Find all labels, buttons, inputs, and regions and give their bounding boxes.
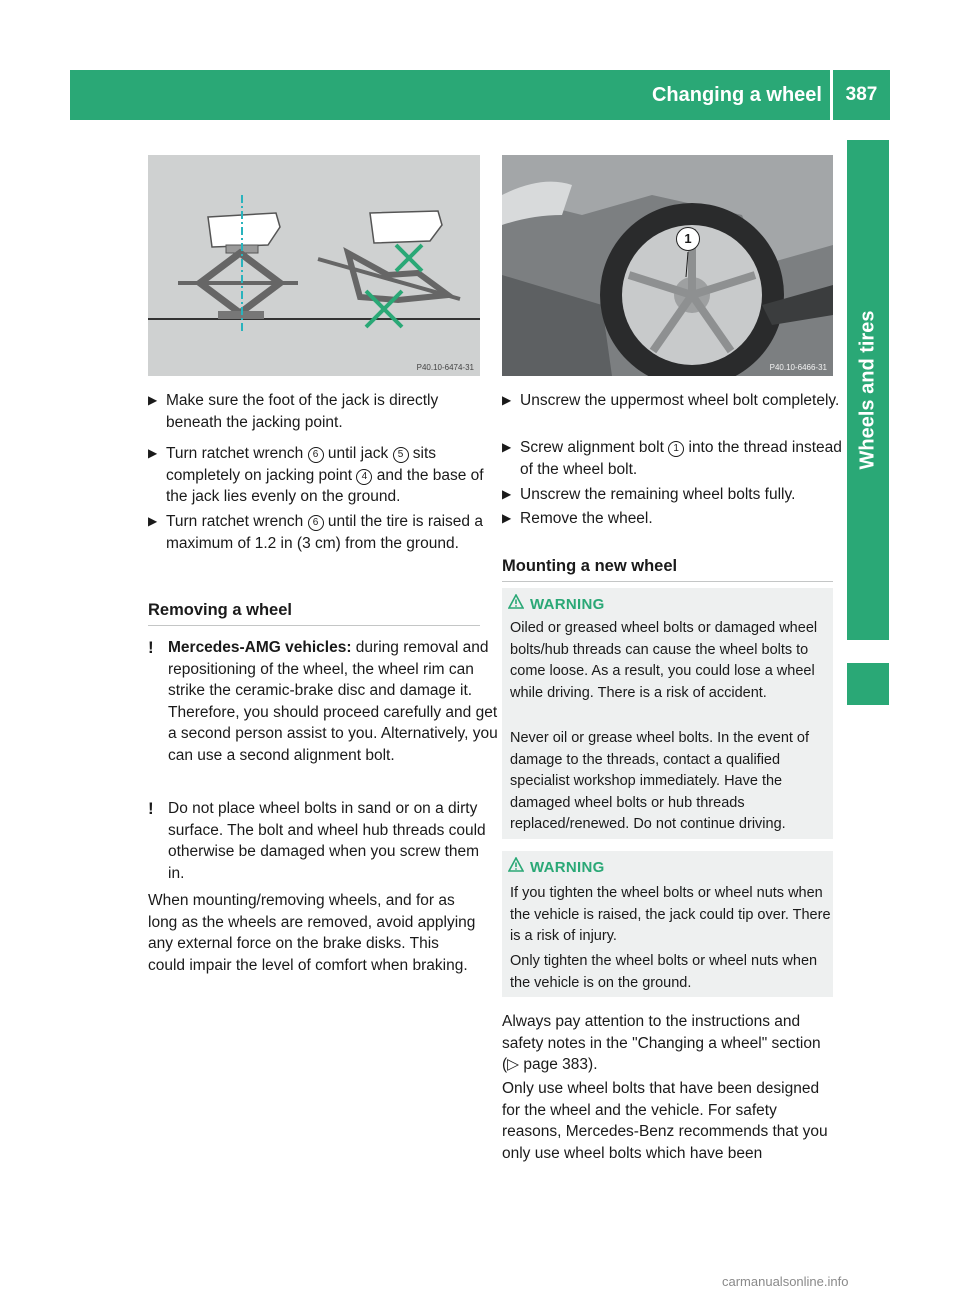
step-text: and the base of the jack lies evenly on the ground. [166,466,484,505]
step-text: Remove the wheel. [520,510,653,527]
wheel-photo [502,155,833,376]
step-arrow-icon: ▶ [148,446,158,460]
step-arrow-icon: ▶ [148,514,158,528]
step-item [148,390,496,433]
jack-diagram-svg [148,155,480,376]
step-text: until the tire is raised a maximum of 1.2 in (3 cm) from the ground. [166,513,483,552]
callout-6-icon: 6 [308,447,324,463]
callout-4-icon: 4 [356,469,372,485]
step-item [148,443,496,508]
figure-code: P40.10-6474-31 [416,363,474,372]
notice-item [148,637,498,766]
callout-6-icon: 6 [308,515,324,531]
warning-box [502,588,833,839]
figure-code-right: P40.10-6466-31 [769,363,827,372]
step-arrow-icon: ▶ [502,440,512,454]
page-title: Changing a wheel [651,84,822,106]
step-arrow-icon: ▶ [502,511,512,525]
callout-5-icon: 5 [393,447,409,463]
jack-illustration [148,155,480,376]
callout-1-badge: 1 [676,227,700,251]
notice-bold: Mercedes-AMG vehicles: [168,639,352,656]
step-item [502,508,850,530]
section-rule [148,625,480,626]
step-text: sits completely on jacking point [166,445,437,484]
warning-text: Only tighten the wheel bolts or wheel nuts when the vehicle is on the ground. [510,953,818,991]
step-text: until jack [323,445,393,462]
warning-text: Oiled or greased wheel bolts or damaged wheel bolts/hub threads can cause the wheel bolts to come loose. As a result, you could lose a wheel while driving. There is a risk of accident. [510,620,818,701]
step-arrow-icon: ▶ [502,487,512,501]
exclamation-icon: ! [148,799,154,818]
warning-heading: WARNING [530,859,605,876]
body-paragraph: When mounting/removing wheels, and for as long as the wheels are removed, avoid applying any external force on the brake disks. This could impair the level of comfort when braking. [148,892,476,974]
notice-text: during removal and repositioning of the wheel, the wheel rim can strike the ceramic-brake disc and damage it. Therefore, you should proceed carefully and get a second person assist to you. Alternatively, you can use a second alignment bolt. [168,639,498,764]
step-item [148,511,496,554]
page-number: 387 [845,84,878,105]
body-paragraph: Only use wheel bolts that have been designed for the wheel and the vehicle. For safety reasons, Mercedes-Benz recommends that you only use wheel bolts which have been [502,1080,828,1162]
notice-item [148,798,498,884]
wheel-photo-svg [502,155,833,376]
warning-heading: WARNING [530,596,605,613]
step-text: Make sure the foot of the jack is directly beneath the jacking point. [166,392,439,431]
warning-triangle-icon [508,857,524,880]
notice-text: Do not place wheel bolts in sand or on a dirty surface. The bolt and wheel hub threads could otherwise be damaged when you screw them in. [168,800,486,882]
callout-1-icon: 1 [668,441,684,457]
exclamation-icon: ! [148,638,154,657]
step-text: Unscrew the remaining wheel bolts fully. [520,486,796,503]
step-arrow-icon: ▶ [502,393,512,407]
side-tab-marker [847,663,889,705]
step-text: Turn ratchet wrench [166,513,308,530]
body-paragraph: Always pay attention to the instructions and safety notes in the "Changing a wheel" section (▷ page 383). [502,1013,821,1073]
section-rule [502,581,833,582]
step-item [502,390,850,412]
step-text: into the thread instead of the wheel bolt. [520,439,842,478]
step-arrow-icon: ▶ [148,393,158,407]
warning-text: Never oil or grease wheel bolts. In the event of damage to the threads, contact a qualified specialist workshop immediately. Have the damaged wheel bolts or hub threads replaced/renewed. Do not continue driving. [510,730,810,832]
step-text: Screw alignment bolt [520,439,669,456]
footer-watermark: carmanualsonline.info [722,1274,849,1289]
warning-triangle-icon [508,594,524,617]
step-text: Unscrew the uppermost wheel bolt completely. [520,392,840,409]
section-heading: Removing a wheel [148,601,292,619]
side-tab-label: Wheels and tires [856,310,879,470]
warning-box [502,851,833,997]
section-heading: Mounting a new wheel [502,557,678,575]
step-item [502,484,850,506]
step-text: Turn ratchet wrench [166,445,308,462]
step-item [502,437,850,480]
side-tab-label-wrap [847,140,889,640]
warning-text: If you tighten the wheel bolts or wheel nuts when the vehicle is raised, the jack could tip over. There is a risk of injury. [510,885,831,944]
